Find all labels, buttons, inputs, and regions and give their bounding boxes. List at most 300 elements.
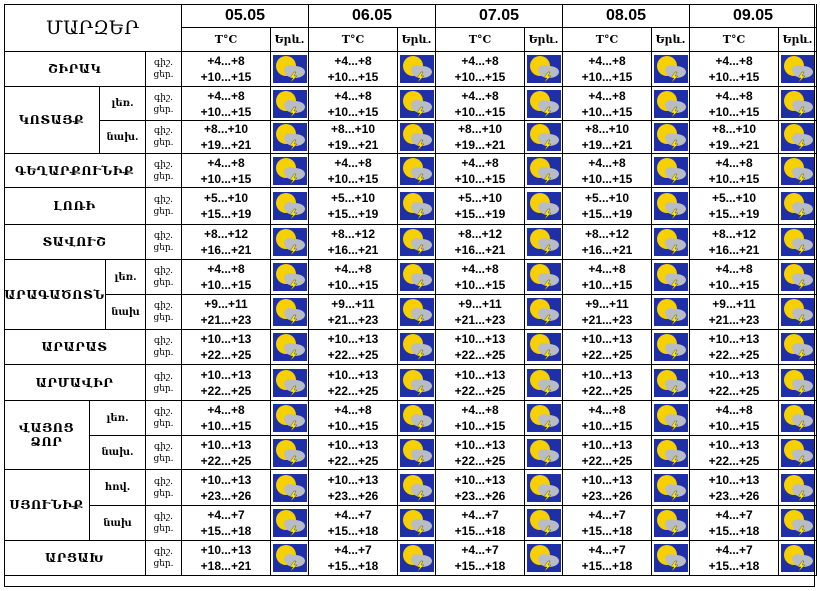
temperature-cell [182, 225, 271, 260]
day-temperature: +10...+15 [708, 104, 760, 119]
weather-icon-cell [525, 154, 563, 188]
temperature-cell [309, 225, 398, 260]
sun-cloud-thunder-icon [654, 90, 688, 118]
temperature-cell [309, 295, 398, 330]
day-temperature: +21...+23 [200, 313, 252, 327]
sun-cloud-thunder-icon [273, 333, 307, 361]
day-temperature: +18...+21 [200, 559, 252, 573]
day-temperature: +10...+15 [200, 278, 252, 292]
temperature-cell [563, 295, 652, 330]
temperature-cell [309, 52, 398, 87]
weather-icon-cell [271, 506, 309, 541]
night-temperature: +4...+7 [334, 543, 372, 557]
night-temperature: +4...+8 [588, 403, 626, 417]
day-temperature: +22...+25 [708, 348, 760, 362]
weather-icon-cell [271, 365, 309, 401]
weather-icon-cell [271, 87, 309, 121]
day-label: ցեր. [153, 524, 174, 534]
sun-cloud-thunder-icon [527, 228, 561, 256]
weather-icon-cell [398, 436, 436, 470]
sun-cloud-thunder-icon [273, 192, 307, 220]
temperature-cell [309, 506, 398, 541]
night-temperature: +8...+12 [584, 227, 630, 241]
temperature-cell [182, 330, 271, 365]
weather-icon-cell [652, 260, 690, 295]
sun-cloud-thunder-icon [654, 157, 688, 185]
temperature-cell [182, 470, 271, 506]
weather-icon-cell [271, 330, 309, 365]
weather-icon-cell [652, 87, 690, 121]
day-temperature: +15...+19 [708, 207, 760, 221]
sun-cloud-thunder-icon [781, 263, 815, 291]
region-name: ԱՐՄԱՎԻՐ [4, 365, 146, 401]
night-temperature: +5...+10 [457, 191, 503, 205]
night-temperature: +10...+13 [454, 367, 506, 382]
sun-cloud-thunder-icon [527, 90, 561, 118]
sun-cloud-thunder-icon [654, 544, 688, 572]
subregion-label: նախ [90, 506, 146, 541]
day-label: ցեր. [153, 278, 174, 288]
night-temperature: +10...+13 [581, 332, 633, 346]
night-temperature: +10...+13 [454, 332, 506, 346]
day-temperature: +10...+15 [454, 104, 506, 119]
page-title: ՄԱՐԶԵՐ [46, 16, 139, 39]
night-label: գիշ. [154, 58, 173, 68]
date-header-1: 05.05 [182, 4, 309, 28]
temperature-cell [309, 121, 398, 154]
temperature-cell [436, 225, 525, 260]
temperature-cell [690, 506, 779, 541]
temperature-cell [182, 52, 271, 87]
temp-header: T°C [436, 28, 525, 52]
weather-icon-cell [652, 154, 690, 188]
night-temperature: +10...+13 [200, 367, 252, 382]
temperature-cell [182, 401, 271, 436]
night-label: գիշ. [154, 92, 173, 103]
night-temperature: +10...+13 [454, 472, 506, 487]
sun-cloud-thunder-icon [527, 404, 561, 432]
temperature-cell [563, 470, 652, 506]
night-temperature: +4...+8 [461, 262, 499, 276]
region-name: ՍՅՈՒՆԻՔ [4, 470, 90, 541]
day-temperature: +10...+15 [327, 171, 379, 186]
day-temperature: +22...+25 [581, 348, 633, 362]
sun-cloud-thunder-icon [400, 263, 434, 291]
temperature-cell [436, 330, 525, 365]
weather-icon-cell [525, 541, 563, 576]
day-temperature: +10...+15 [708, 278, 760, 292]
night-temperature: +10...+13 [200, 472, 252, 487]
day-temperature: +10...+15 [581, 104, 633, 119]
weather-icon-cell [652, 470, 690, 506]
night-temperature: +4...+8 [207, 88, 245, 103]
night-temperature: +4...+7 [715, 543, 753, 557]
weather-icon-cell [398, 121, 436, 154]
weather-icon-cell [525, 436, 563, 470]
sun-cloud-thunder-icon [654, 474, 688, 502]
day-label: ցեր. [153, 453, 174, 464]
day-label: ցեր. [153, 104, 174, 115]
weather-icon-cell [525, 121, 563, 154]
night-temperature: +4...+8 [715, 88, 753, 103]
subregion-label: լեռ. [90, 401, 146, 436]
day-temperature: +15...+18 [327, 524, 379, 538]
sun-cloud-thunder-icon [400, 123, 434, 151]
sun-cloud-thunder-icon [527, 123, 561, 151]
sun-cloud-thunder-icon [273, 123, 307, 151]
day-temperature: +10...+15 [200, 171, 252, 186]
day-temperature: +21...+23 [581, 313, 633, 327]
day-temperature: +10...+15 [581, 171, 633, 186]
temperature-cell [182, 436, 271, 470]
sun-cloud-thunder-icon [781, 369, 815, 397]
day-night-labels [146, 436, 182, 470]
day-temperature: +16...+21 [708, 243, 760, 257]
day-temperature: +10...+15 [200, 70, 252, 84]
day-temperature: +22...+25 [454, 383, 506, 398]
day-temperature: +10...+15 [327, 419, 379, 433]
day-temperature: +15...+18 [708, 524, 760, 538]
night-label: գիշ. [154, 371, 173, 382]
day-temperature: +23...+26 [454, 488, 506, 503]
temperature-cell [309, 401, 398, 436]
sun-cloud-thunder-icon [654, 404, 688, 432]
subregion-label: նախ. [100, 121, 146, 154]
day-temperature: +10...+15 [454, 171, 506, 186]
night-temperature: +4...+8 [461, 88, 499, 103]
temperature-cell [690, 121, 779, 154]
sun-cloud-thunder-icon [273, 544, 307, 572]
sun-cloud-thunder-icon [654, 55, 688, 83]
temperature-cell [690, 260, 779, 295]
sun-cloud-thunder-icon [400, 333, 434, 361]
night-label: գիշ. [154, 301, 173, 311]
subregion-label: լեռ. [100, 87, 146, 121]
phenomena-header: Երև. [398, 28, 436, 52]
temperature-cell [563, 154, 652, 188]
temperature-cell [563, 52, 652, 87]
temperature-cell [690, 225, 779, 260]
temperature-cell [309, 330, 398, 365]
region-name: ԳԵՂԱՐՔՈՒՆԻՔ [4, 154, 146, 188]
night-temperature: +9...+11 [585, 297, 629, 311]
temperature-cell [309, 436, 398, 470]
night-temperature: +4...+8 [715, 54, 753, 68]
night-temperature: +5...+10 [203, 191, 249, 205]
sun-cloud-thunder-icon [654, 123, 688, 151]
day-night-labels [146, 225, 182, 260]
night-temperature: +8...+12 [711, 227, 757, 241]
weather-icon-cell [271, 260, 309, 295]
night-temperature: +9...+11 [331, 297, 375, 311]
night-temperature: +8...+10 [203, 122, 249, 136]
day-label: ցեր. [153, 171, 174, 182]
day-label: ցեր. [153, 348, 174, 358]
day-night-labels [146, 295, 182, 330]
sun-cloud-thunder-icon [527, 298, 561, 326]
day-temperature: +23...+26 [708, 488, 760, 503]
weather-icon-cell [652, 365, 690, 401]
night-temperature: +10...+13 [200, 332, 252, 346]
temperature-cell [563, 225, 652, 260]
night-temperature: +4...+8 [715, 155, 753, 170]
temperature-cell [690, 295, 779, 330]
temperature-cell [563, 541, 652, 576]
day-temperature: +10...+15 [581, 419, 633, 433]
temperature-cell [309, 365, 398, 401]
region-name: ԱՐՑԱԽ [4, 541, 146, 576]
sun-cloud-thunder-icon [527, 263, 561, 291]
sun-cloud-thunder-icon [527, 544, 561, 572]
weather-icon-cell [779, 225, 817, 260]
day-night-labels [146, 87, 182, 121]
temperature-cell [563, 506, 652, 541]
sun-cloud-thunder-icon [400, 474, 434, 502]
day-temperature: +15...+19 [200, 207, 252, 221]
region-name: ԱՐԱՐԱՏ [4, 330, 146, 365]
temp-header: T°C [690, 28, 779, 52]
temperature-cell [182, 188, 271, 225]
sun-cloud-thunder-icon [273, 263, 307, 291]
night-label: գիշ. [154, 476, 173, 487]
day-temperature: +10...+15 [327, 104, 379, 119]
sun-cloud-thunder-icon [654, 228, 688, 256]
weather-icon-cell [525, 225, 563, 260]
night-temperature: +4...+7 [461, 543, 499, 557]
weather-icon-cell [271, 121, 309, 154]
day-label: ցեր. [153, 419, 174, 429]
date-header-5: 09.05 [690, 4, 817, 28]
temperature-cell [436, 154, 525, 188]
sun-cloud-thunder-icon [654, 333, 688, 361]
night-label: գիշ. [154, 195, 173, 205]
sun-cloud-thunder-icon [527, 192, 561, 220]
weather-icon-cell [525, 506, 563, 541]
day-temperature: +19...+21 [327, 138, 379, 152]
day-temperature: +10...+15 [708, 419, 760, 433]
weather-icon-cell [398, 87, 436, 121]
day-label: ցեր. [153, 383, 174, 394]
sun-cloud-thunder-icon [400, 404, 434, 432]
sun-cloud-thunder-icon [781, 439, 815, 467]
temperature-cell [690, 365, 779, 401]
temperature-cell [690, 87, 779, 121]
region-name: ՇԻՐԱԿ [4, 52, 146, 87]
region-name: ՎԱՅՈՑ ՁՈՐ [4, 401, 90, 470]
sun-cloud-thunder-icon [400, 55, 434, 83]
temperature-cell [690, 470, 779, 506]
weather-icon-cell [271, 541, 309, 576]
temperature-cell [436, 470, 525, 506]
weather-icon-cell [398, 330, 436, 365]
weather-icon-cell [652, 436, 690, 470]
weather-icon-cell [398, 506, 436, 541]
temperature-cell [436, 436, 525, 470]
day-temperature: +19...+21 [581, 138, 633, 152]
day-temperature: +15...+19 [327, 207, 379, 221]
temperature-cell [563, 87, 652, 121]
subregion-label: հով. [90, 470, 146, 506]
day-temperature: +15...+19 [581, 207, 633, 221]
night-temperature: +8...+10 [330, 122, 376, 136]
night-temperature: +4...+8 [334, 88, 372, 103]
temperature-cell [182, 260, 271, 295]
sun-cloud-thunder-icon [273, 509, 307, 537]
weather-icon-cell [398, 154, 436, 188]
day-temperature: +15...+18 [327, 559, 379, 573]
day-temperature: +23...+26 [327, 488, 379, 503]
sun-cloud-thunder-icon [400, 228, 434, 256]
sun-cloud-thunder-icon [654, 192, 688, 220]
weather-icon-cell [398, 401, 436, 436]
weather-icon-cell [779, 52, 817, 87]
day-temperature: +22...+25 [200, 348, 252, 362]
night-temperature: +4...+8 [715, 403, 753, 417]
night-temperature: +10...+13 [454, 437, 506, 452]
sun-cloud-thunder-icon [400, 509, 434, 537]
temperature-cell [436, 506, 525, 541]
temperature-cell [182, 365, 271, 401]
sun-cloud-thunder-icon [781, 298, 815, 326]
temperature-cell [563, 260, 652, 295]
temperature-cell [563, 330, 652, 365]
day-temperature: +22...+25 [327, 348, 379, 362]
weather-icon-cell [398, 541, 436, 576]
date-header-3: 07.05 [436, 4, 563, 28]
sun-cloud-thunder-icon [781, 157, 815, 185]
day-temperature: +21...+23 [454, 313, 506, 327]
night-temperature: +10...+13 [581, 437, 633, 452]
subregion-label: նախ. [90, 436, 146, 470]
night-temperature: +4...+7 [461, 508, 499, 522]
day-temperature: +22...+25 [454, 453, 506, 468]
weather-icon-cell [652, 401, 690, 436]
phenomena-header: Երև. [652, 28, 690, 52]
day-temperature: +10...+15 [327, 70, 379, 84]
temperature-cell [563, 188, 652, 225]
day-temperature: +15...+18 [200, 524, 252, 538]
day-temperature: +15...+18 [581, 524, 633, 538]
night-temperature: +4...+8 [715, 262, 753, 276]
night-temperature: +8...+10 [711, 122, 757, 136]
sun-cloud-thunder-icon [781, 55, 815, 83]
night-temperature: +4...+8 [207, 155, 245, 170]
weather-icon-cell [525, 401, 563, 436]
night-label: գիշ. [154, 266, 173, 276]
day-temperature: +10...+15 [708, 171, 760, 186]
weather-icon-cell [779, 541, 817, 576]
region-name: ԱՐԱԳԱԾՈՏՆ [4, 260, 106, 330]
date-header-4: 08.05 [563, 4, 690, 28]
day-night-labels [146, 541, 182, 576]
weather-icon-cell [271, 188, 309, 225]
day-label: ցեր. [153, 207, 174, 217]
weather-icon-cell [271, 52, 309, 87]
sun-cloud-thunder-icon [527, 55, 561, 83]
night-label: գիշ. [154, 512, 173, 522]
phenomena-header: Երև. [525, 28, 563, 52]
weather-icon-cell [652, 506, 690, 541]
weather-icon-cell [525, 188, 563, 225]
region-name: ԿՈՏԱՅՔ [4, 87, 100, 154]
night-temperature: +4...+8 [461, 155, 499, 170]
weather-icon-cell [652, 225, 690, 260]
weather-icon-cell [271, 470, 309, 506]
night-temperature: +10...+13 [327, 332, 379, 346]
weather-icon-cell [271, 225, 309, 260]
day-temperature: +21...+23 [708, 313, 760, 327]
subregion-label: նախ [106, 295, 146, 330]
night-temperature: +10...+13 [708, 472, 760, 487]
day-temperature: +22...+25 [200, 383, 252, 398]
temperature-cell [182, 541, 271, 576]
sun-cloud-thunder-icon [273, 90, 307, 118]
table-title-cell [4, 4, 182, 52]
sun-cloud-thunder-icon [654, 439, 688, 467]
night-temperature: +5...+10 [584, 191, 630, 205]
night-temperature: +4...+8 [588, 262, 626, 276]
day-label: ցեր. [153, 313, 174, 323]
forecast-table [4, 4, 815, 587]
day-label: ցեր. [153, 488, 174, 499]
night-temperature: +5...+10 [330, 191, 376, 205]
day-temperature: +15...+19 [454, 207, 506, 221]
day-temperature: +23...+26 [581, 488, 633, 503]
day-night-labels [146, 260, 182, 295]
day-temperature: +23...+26 [200, 488, 252, 503]
sun-cloud-thunder-icon [527, 369, 561, 397]
sun-cloud-thunder-icon [654, 263, 688, 291]
sun-cloud-thunder-icon [400, 369, 434, 397]
sun-cloud-thunder-icon [400, 90, 434, 118]
weather-icon-cell [398, 225, 436, 260]
sun-cloud-thunder-icon [654, 509, 688, 537]
temperature-cell [436, 87, 525, 121]
temperature-cell [436, 365, 525, 401]
day-temperature: +22...+25 [581, 453, 633, 468]
sun-cloud-thunder-icon [781, 333, 815, 361]
sun-cloud-thunder-icon [273, 404, 307, 432]
night-temperature: +4...+8 [207, 54, 245, 68]
weather-icon-cell [779, 470, 817, 506]
night-temperature: +4...+7 [588, 543, 626, 557]
temperature-cell [436, 52, 525, 87]
weather-icon-cell [652, 188, 690, 225]
weather-icon-cell [652, 52, 690, 87]
weather-icon-cell [779, 260, 817, 295]
night-temperature: +10...+13 [581, 367, 633, 382]
temperature-cell [182, 295, 271, 330]
weather-icon-cell [779, 188, 817, 225]
weather-icon-cell [652, 121, 690, 154]
night-temperature: +4...+8 [334, 262, 372, 276]
sun-cloud-thunder-icon [400, 544, 434, 572]
temperature-cell [436, 401, 525, 436]
temperature-cell [436, 121, 525, 154]
day-temperature: +15...+18 [708, 559, 760, 573]
night-temperature: +4...+7 [334, 508, 372, 522]
sun-cloud-thunder-icon [781, 474, 815, 502]
day-temperature: +10...+15 [327, 278, 379, 292]
day-temperature: +19...+21 [200, 138, 252, 152]
day-temperature: +15...+18 [581, 559, 633, 573]
temp-header: T°C [182, 28, 271, 52]
day-temperature: +16...+21 [454, 243, 506, 257]
temperature-cell [563, 401, 652, 436]
sun-cloud-thunder-icon [273, 298, 307, 326]
night-label: գիշ. [154, 336, 173, 346]
night-temperature: +8...+12 [457, 227, 503, 241]
